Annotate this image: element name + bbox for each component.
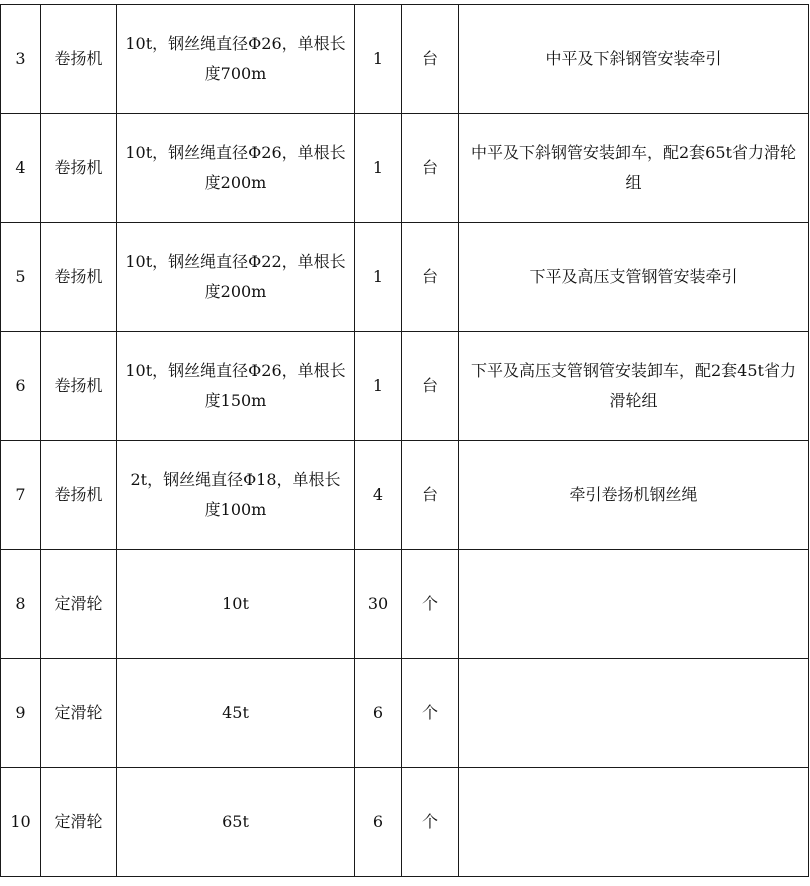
unit: 台	[402, 441, 459, 550]
equipment-spec: 65t	[117, 768, 355, 877]
table-row	[1, 550, 809, 659]
row-number: 6	[1, 332, 41, 441]
table-row	[1, 441, 809, 550]
equipment-name: 定滑轮	[41, 659, 117, 768]
quantity: 1	[355, 5, 402, 114]
row-number: 3	[1, 5, 41, 114]
unit: 台	[402, 332, 459, 441]
equipment-spec: 2t，钢丝绳直径Φ18，单根长度100m	[117, 441, 355, 550]
remark: 中平及下斜钢管安装牵引	[459, 5, 809, 114]
table-row	[1, 223, 809, 332]
remark: 牵引卷扬机钢丝绳	[459, 441, 809, 550]
equipment-spec: 45t	[117, 659, 355, 768]
table-row	[1, 114, 809, 223]
equipment-spec: 10t，钢丝绳直径Φ22，单根长度200m	[117, 223, 355, 332]
remark	[459, 659, 809, 768]
quantity: 30	[355, 550, 402, 659]
equipment-name: 卷扬机	[41, 114, 117, 223]
row-number: 9	[1, 659, 41, 768]
unit: 台	[402, 5, 459, 114]
table-row	[1, 5, 809, 114]
quantity: 1	[355, 332, 402, 441]
remark: 中平及下斜钢管安装卸车，配2套65t省力滑轮组	[459, 114, 809, 223]
equipment-spec: 10t，钢丝绳直径Φ26，单根长度200m	[117, 114, 355, 223]
row-number: 8	[1, 550, 41, 659]
table-row	[1, 768, 809, 877]
remark: 下平及高压支管钢管安装卸车，配2套45t省力滑轮组	[459, 332, 809, 441]
quantity: 1	[355, 223, 402, 332]
equipment-spec: 10t，钢丝绳直径Φ26，单根长度700m	[117, 5, 355, 114]
remark	[459, 550, 809, 659]
row-number: 5	[1, 223, 41, 332]
quantity: 6	[355, 659, 402, 768]
unit: 台	[402, 223, 459, 332]
unit: 个	[402, 659, 459, 768]
equipment-name: 定滑轮	[41, 768, 117, 877]
row-number: 10	[1, 768, 41, 877]
row-number: 4	[1, 114, 41, 223]
equipment-spec: 10t	[117, 550, 355, 659]
equipment-name: 卷扬机	[41, 5, 117, 114]
quantity: 1	[355, 114, 402, 223]
quantity: 4	[355, 441, 402, 550]
equipment-spec: 10t，钢丝绳直径Φ26，单根长度150m	[117, 332, 355, 441]
table-row	[1, 659, 809, 768]
equipment-table	[0, 4, 809, 877]
row-number: 7	[1, 441, 41, 550]
equipment-name: 卷扬机	[41, 223, 117, 332]
equipment-name: 卷扬机	[41, 441, 117, 550]
table-row	[1, 332, 809, 441]
remark: 下平及高压支管钢管安装牵引	[459, 223, 809, 332]
unit: 个	[402, 550, 459, 659]
equipment-name: 卷扬机	[41, 332, 117, 441]
unit: 台	[402, 114, 459, 223]
quantity: 6	[355, 768, 402, 877]
remark	[459, 768, 809, 877]
equipment-name: 定滑轮	[41, 550, 117, 659]
unit: 个	[402, 768, 459, 877]
